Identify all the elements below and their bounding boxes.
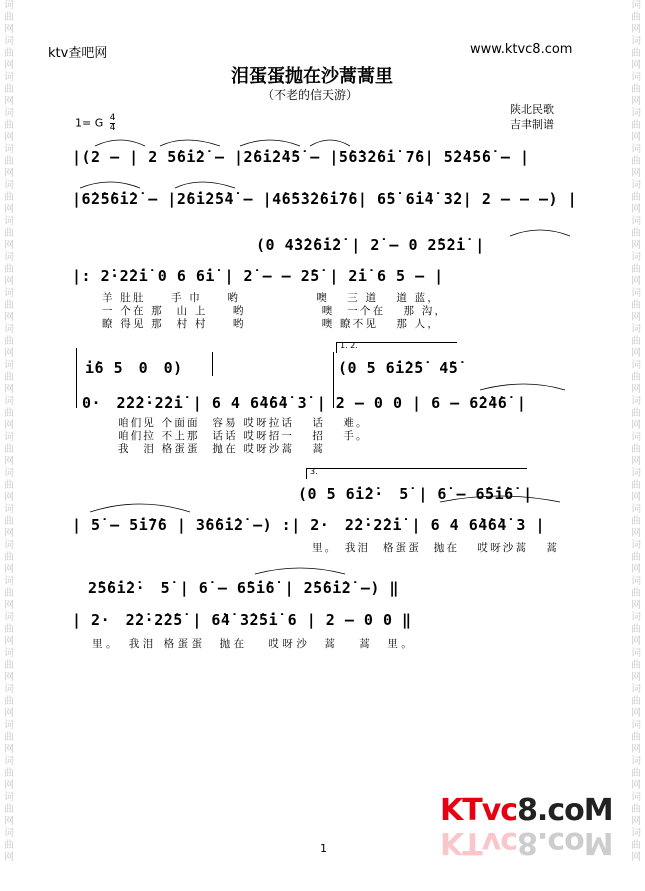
watermark-glyph: 网 [4,708,14,719]
lyrics-verse-block-1 [102,292,447,331]
watermark-glyph: 词 [4,108,14,119]
watermark-glyph: 网 [631,384,641,395]
watermark-glyph: 曲 [4,12,14,23]
watermark-right [629,0,643,864]
watermark-glyph: 网 [631,312,641,323]
watermark-glyph: 曲 [631,408,641,419]
watermark-glyph: 词 [4,72,14,83]
watermark-glyph: 曲 [631,228,641,239]
watermark-glyph: 网 [631,636,641,647]
watermark-glyph: 曲 [4,264,14,275]
watermark-glyph: 词 [631,720,641,731]
watermark-glyph: 网 [631,708,641,719]
watermark-glyph: 网 [4,96,14,107]
watermark-glyph: 词 [631,756,641,767]
watermark-glyph: 网 [4,420,14,431]
watermark-left [2,0,16,864]
watermark-glyph: 词 [4,468,14,479]
watermark-glyph: 网 [631,528,641,539]
watermark-glyph: 词 [631,324,641,335]
lyrics-line-4: 里。 我泪 格蛋蛋 抛在 哎呀沙 蒿 蒿 里。 [92,638,416,650]
watermark-glyph: 词 [631,540,641,551]
watermark-glyph: 曲 [631,120,641,131]
watermark-glyph: 词 [631,360,641,371]
watermark-glyph: 曲 [4,696,14,707]
notation-line-3: |: 2̇·2̇2̇i̇ 0 6 6̇i̇ | 2̇ – – 2̇5̇ | 2̇i̇ 6 5 – | [72,267,444,285]
watermark-glyph: 词 [4,828,14,839]
watermark-glyph: 曲 [4,516,14,527]
watermark-glyph: 网 [4,312,14,323]
watermark-glyph: 词 [631,252,641,263]
watermark-glyph: 网 [631,744,641,755]
lyric-line: 咱们见 个面面 容易 哎呀拉话 话 难。 [118,417,369,429]
slur-arcs-line3 [0,222,645,242]
watermark-glyph: 网 [4,636,14,647]
notation-line-6: | 2· 2̇2̇·2̇2̇5̇ | 6̇4̇ 3̇2̇5̇i̇ 6 | 2 – 0 0 ‖ [72,611,412,629]
watermark-glyph: 词 [4,648,14,659]
watermark-glyph: 曲 [631,624,641,635]
notation-line-4: 0· 2̇2̇2̇·2̇2̇i̇ | 6 4 6̇4̇6̇4̇ 3̇ | 2 – 0 0 | 6 – 6̇2̇4̇6̇ | [82,394,527,412]
notation-line-3-upper: (0 4̇3̇2̇6̇i̇2̇ | 2̇ – 0 2̇5̇2̇i̇ | [256,236,485,254]
watermark-glyph: 网 [4,168,14,179]
volta-first-second [336,342,457,353]
watermark-glyph: 词 [4,720,14,731]
notation-line-4-upper-a: i̇6 5 0 0) [85,359,183,377]
watermark-glyph: 词 [4,504,14,515]
watermark-glyph: 曲 [631,372,641,383]
watermark-glyph: 网 [4,672,14,683]
watermark-glyph: 曲 [4,408,14,419]
watermark-glyph: 网 [4,60,14,71]
volta-label: 3. [310,467,318,476]
watermark-glyph: 词 [4,180,14,191]
watermark-glyph: 曲 [631,732,641,743]
watermark-glyph: 网 [4,384,14,395]
watermark-glyph: 词 [631,648,641,659]
watermark-glyph: 词 [4,396,14,407]
site-logo [440,793,613,828]
watermark-glyph: 网 [631,672,641,683]
watermark-glyph: 曲 [4,120,14,131]
watermark-glyph: 词 [4,144,14,155]
watermark-glyph: 词 [631,72,641,83]
watermark-glyph: 曲 [4,192,14,203]
watermark-glyph: 网 [631,852,641,863]
watermark-glyph: 词 [4,216,14,227]
watermark-glyph: 曲 [4,732,14,743]
song-title: 泪蛋蛋抛在沙蒿蒿里 [231,66,393,87]
watermark-glyph: 网 [631,456,641,467]
watermark-glyph: 词 [631,828,641,839]
watermark-glyph: 网 [4,348,14,359]
watermark-glyph: 词 [4,252,14,263]
lyrics-line-3: 里。 我泪 格蛋蛋 抛在 哎呀沙蒿 蒿 [312,542,560,554]
watermark-glyph: 曲 [631,516,641,527]
watermark-glyph: 曲 [631,264,641,275]
watermark-glyph: 词 [631,576,641,587]
watermark-glyph: 曲 [631,768,641,779]
watermark-glyph: 网 [631,492,641,503]
notation-line-6-upper: 2̇5̇6̇i̇2̇· 5̇ | 6̇ – 6̇5̇i̇6̇ | 2̇5̇6̇i̇2̇ –) ‖ [88,579,399,597]
watermark-glyph: 曲 [631,660,641,671]
watermark-glyph: 网 [4,816,14,827]
watermark-glyph: 曲 [4,300,14,311]
watermark-glyph: 词 [631,180,641,191]
watermark-glyph: 网 [631,240,641,251]
key-label: 1= G [75,116,104,130]
watermark-glyph: 词 [631,288,641,299]
left-site-label: ktv查吧网 [48,46,108,61]
watermark-glyph: 曲 [4,624,14,635]
barline [212,352,213,376]
site-logo-reflection: KTvc8.coM [440,825,613,860]
watermark-glyph: 曲 [4,768,14,779]
notation-line-1: |(2 – | 2 5̇6̇i̇2̇ – |2̇6̇i̇2̇4̇5̇ – |5̇6̇3̇2̇6̇i̇ 7̇6| 5̇2̇4̇5̇6̇ – | [72,148,530,166]
watermark-glyph: 网 [4,492,14,503]
watermark-glyph: 曲 [4,336,14,347]
watermark-glyph: 网 [631,24,641,35]
watermark-glyph: 曲 [631,696,641,707]
watermark-glyph: 曲 [4,228,14,239]
watermark-glyph: 网 [631,816,641,827]
watermark-glyph: 网 [4,744,14,755]
lyric-line: 一 个在 那 山 上 哟 噢 一个在 那 沟， [102,305,448,317]
lyric-line: 我 泪 格蛋蛋 抛在 哎呀沙蒿 蒿 [118,443,326,455]
lyric-line: 瞭 得见 那 村 村 哟 噢 瞭不见 那 人， [102,318,441,330]
watermark-glyph: 曲 [4,840,14,851]
watermark-glyph: 曲 [4,804,14,815]
lyric-line: 羊 肚肚 手 巾 哟 噢 三 道 道 蓝， [102,292,441,304]
watermark-glyph: 网 [4,240,14,251]
slur-arcs-line6 [0,560,645,580]
right-site-url[interactable]: www.ktvc8.com [470,42,573,57]
watermark-glyph: 曲 [631,12,641,23]
watermark-glyph: 网 [4,528,14,539]
key-signature [75,114,115,133]
watermark-glyph: 曲 [4,588,14,599]
watermark-glyph: 网 [631,348,641,359]
watermark-glyph: 网 [631,600,641,611]
lyric-line: 咱们拉 不上那 话话 哎呀招一 招 手。 [118,430,369,442]
watermark-glyph: 网 [4,564,14,575]
watermark-glyph: 词 [631,0,641,11]
watermark-glyph: 词 [4,0,14,11]
watermark-glyph: 词 [4,612,14,623]
watermark-glyph: 网 [4,24,14,35]
watermark-glyph: 曲 [4,372,14,383]
notation-line-5-upper: (0 5 6̇i̇2̇· 5̇ | 6̇ – 6̇5̇i̇6̇ | [298,485,533,503]
watermark-glyph: 网 [631,132,641,143]
watermark-glyph: 曲 [631,588,641,599]
watermark-glyph: 词 [631,612,641,623]
time-bottom: 4 [109,123,116,133]
watermark-glyph: 词 [631,108,641,119]
watermark-glyph: 词 [631,432,641,443]
watermark-glyph: 网 [631,60,641,71]
watermark-glyph: 曲 [631,444,641,455]
watermark-glyph: 曲 [4,156,14,167]
watermark-glyph: 网 [631,96,641,107]
watermark-glyph: 网 [4,852,14,863]
watermark-glyph: 词 [4,756,14,767]
watermark-glyph: 词 [631,144,641,155]
watermark-glyph: 网 [631,420,641,431]
watermark-glyph: 曲 [631,192,641,203]
watermark-glyph: 词 [631,396,641,407]
watermark-glyph: 曲 [4,552,14,563]
time-top: 4 [109,113,116,123]
watermark-glyph: 网 [631,276,641,287]
watermark-glyph: 曲 [631,48,641,59]
watermark-glyph: 曲 [631,300,641,311]
watermark-glyph: 网 [631,780,641,791]
watermark-glyph: 曲 [631,336,641,347]
watermark-glyph: 网 [4,132,14,143]
watermark-glyph: 曲 [631,804,641,815]
watermark-glyph: 词 [631,792,641,803]
watermark-glyph: 网 [4,456,14,467]
watermark-glyph: 词 [4,684,14,695]
logo-red-part: KTvc [440,793,518,828]
watermark-glyph: 词 [631,36,641,47]
watermark-glyph: 网 [631,204,641,215]
watermark-glyph: 词 [631,468,641,479]
notation-line-2: |6̇2̇5̇6̇i̇2̇ – |2̇6̇i̇2̇5̇4̇ – |4̇6̇5̇3̇2̇6̇i̇7̇6| 6̇5̇ 6̇i̇4̇ 3̇2| 2 – – –) | [72,190,578,208]
watermark-glyph: 词 [4,36,14,47]
volta-third [306,468,527,479]
watermark-glyph: 曲 [4,480,14,491]
volta-label: 1. 2. [340,341,358,350]
watermark-glyph: 曲 [631,84,641,95]
watermark-glyph: 词 [4,432,14,443]
watermark-glyph: 网 [4,600,14,611]
watermark-glyph: 网 [631,168,641,179]
watermark-glyph: 曲 [631,840,641,851]
watermark-glyph: 曲 [4,444,14,455]
watermark-glyph: 网 [4,780,14,791]
notation-line-5: | 5̇ – 5̇i̇7̇6 | 3̇6̇6̇i̇2̇ –) :| 2· 2̇2̇·2̇2̇i̇ | 6 4 6̇4̇6̇4̇ 3 | [72,516,545,534]
watermark-glyph: 曲 [4,84,14,95]
watermark-glyph: 词 [4,288,14,299]
watermark-glyph: 词 [4,324,14,335]
watermark-glyph: 词 [631,684,641,695]
watermark-glyph: 曲 [631,480,641,491]
watermark-glyph: 词 [4,360,14,371]
page-number: 1 [320,842,327,855]
watermark-glyph: 词 [631,216,641,227]
song-origin: 陕北民歌 [510,103,554,116]
watermark-glyph: 曲 [631,552,641,563]
notation-line-4-upper-b: (0 5 6̇i̇2̇5̇ 4̇5̇ [338,359,459,377]
score-arranger: 吉聿制谱 [510,118,554,131]
lyrics-verse-block-2 [118,417,369,456]
watermark-glyph: 词 [4,792,14,803]
watermark-glyph: 网 [631,564,641,575]
watermark-glyph: 网 [4,276,14,287]
watermark-glyph: 词 [631,504,641,515]
watermark-glyph: 网 [4,204,14,215]
logo-black-part: 8.coM [517,793,613,828]
watermark-glyph: 曲 [4,48,14,59]
watermark-glyph: 曲 [4,660,14,671]
watermark-glyph: 词 [4,540,14,551]
watermark-glyph: 曲 [631,156,641,167]
watermark-glyph: 词 [4,576,14,587]
song-subtitle: （不老的信天游） [262,88,359,102]
